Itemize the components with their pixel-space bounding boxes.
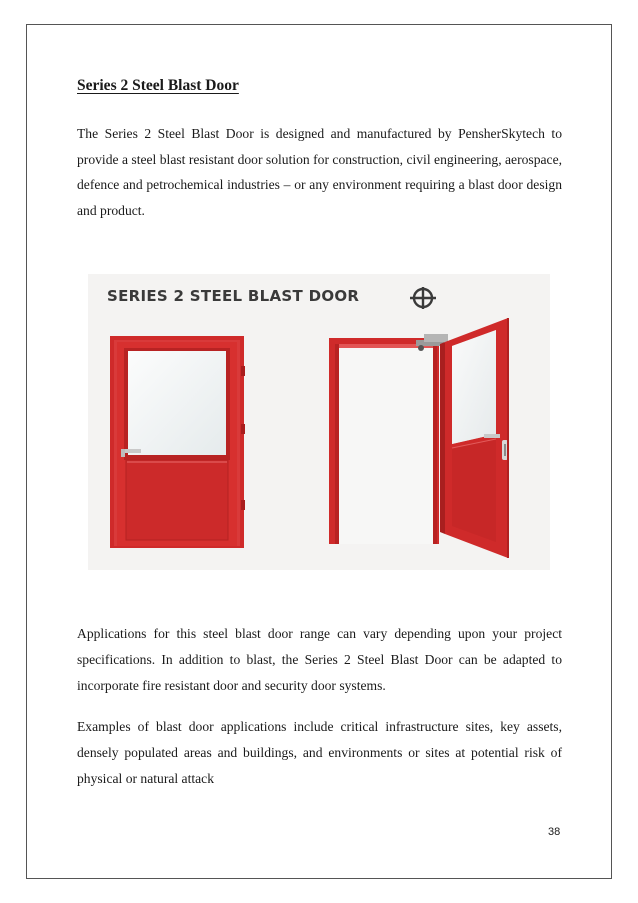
blast-door-illustration [88,274,550,570]
open-door-leaf [440,318,508,558]
crosshair-circle-logo-icon [410,287,436,309]
figure-title: SERIES 2 STEEL BLAST DOOR [107,287,360,305]
intro-paragraph: The Series 2 Steel Blast Door is designed and manufactured by PensherSkytech to provide a steel blast resistant door solution for construction, civil engineering, aerospace, defence and petrochemical industries – or any environment requiring a blast door design and product. [77,126,562,218]
open-door-frame [329,334,448,544]
page-title: Series 2 Steel Blast Door [77,77,239,94]
examples-paragraph: Examples of blast door applications include critical infrastructure sites, key assets, densely populated areas and buildings, and environments or sites at potential risk of physical or natural attack [77,719,562,786]
page-number: 38 [548,826,561,838]
closed-door [110,336,245,548]
blast-door-figure [88,274,550,570]
applications-paragraph: Applications for this steel blast door range can vary depending upon your project specifications. In addition to blast, the Series 2 Steel Blast Door can be adapted to incorporate fire resistant door and security door systems. [77,626,562,693]
